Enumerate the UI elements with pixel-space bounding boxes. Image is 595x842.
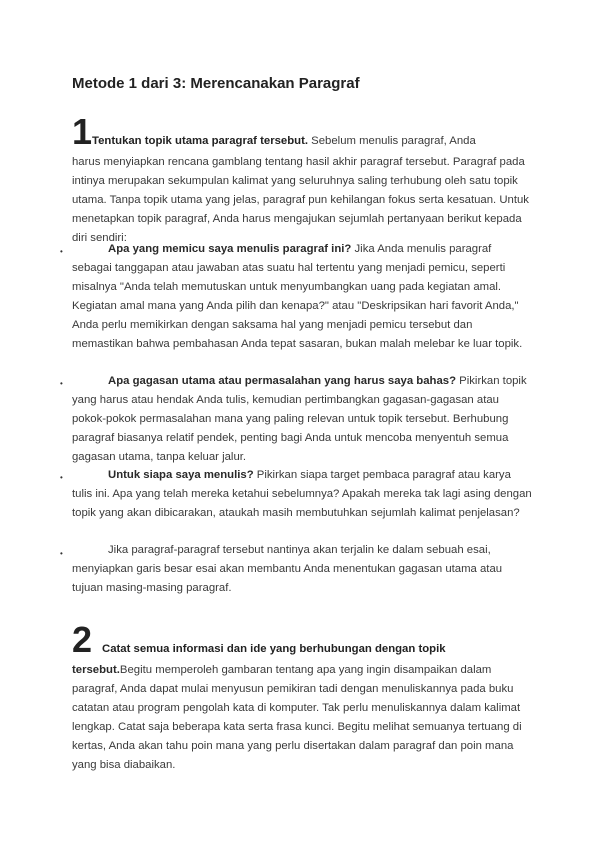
step-1-title-continuation: Sebelum menulis paragraf, Anda [308, 135, 476, 147]
bullet-text: Pikirkan siapa target pembaca paragraf atau karya tulis ini. Apa yang telah mereka ketahui sebelumnya? Apakah mereka tak lagi asing dengan topik yang akan dibicarakan, ataukah masih membutuhkan sejumlah kalimat penjelasan? [72, 469, 532, 519]
step-2-body [72, 661, 534, 775]
bullet-item-audience [72, 466, 534, 523]
bullet-item-essay-outline [72, 541, 534, 598]
bullet-question: Apa gagasan utama atau permasalahan yang harus saya bahas? [108, 375, 457, 387]
bullet-marker: • [60, 379, 63, 388]
step-1-header [72, 111, 476, 152]
step-1-title: Tentukan topik utama paragraf tersebut. [92, 135, 309, 147]
step-2-title: Catat semua informasi dan ide yang berhubungan dengan topik [102, 643, 446, 655]
step-1-body: harus menyiapkan rencana gamblang tentang hasil akhir paragraf tersebut. Paragraf pada intinya merupakan sekumpulan kalimat yang seluruhnya saling terhubung oleh satu topik utama. Tanpa topik utama yang jelas, paragraf pun kehilangan fokus serta kesatuan. Untuk menetapkan topik paragraf, Anda harus mengajukan sejumlah pertanyaan berikut kepada diri sendiri: [72, 156, 529, 244]
step-2-title-continuation: tersebut. [72, 664, 120, 676]
bullet-question: Untuk siapa saya menulis? [108, 469, 254, 481]
bullet-item-trigger [72, 240, 534, 354]
section-heading: Metode 1 dari 3: Merencanakan Paragraf [72, 75, 360, 92]
step-2-header [72, 619, 446, 660]
step-2-text: Begitu memperoleh gambaran tentang apa yang ingin disampaikan dalam paragraf, Anda dapat mulai menyusun pemikiran tadi dengan menuliskannya pada buku catatan atau program pengolah kata di komputer. Tak perlu menuliskannya dalam kalimat lengkap. Catat saja beberapa kata serta frasa kunci. Begitu melihat semuanya tertuang di kertas, Anda akan tahu poin mana yang perlu disertakan dalam paragraf dan poin mana yang bisa diabaikan. [72, 664, 522, 771]
bullet-item-main-idea [72, 372, 534, 467]
bullet-marker: • [60, 549, 63, 558]
bullet-text: Pikirkan topik yang harus atau hendak Anda tulis, kemudian pertimbangkan gagasan-gagasan atau pokok-pokok permasalahan mana yang paling relevan untuk topik tersebut. Berhubung paragraf biasanya relatif pendek, penting bagi Anda untuk mencoba menyentuh semua gagasan utama, tanpa keluar jalur. [72, 375, 527, 463]
bullet-marker: • [60, 473, 63, 482]
step-2-number: 2 [72, 619, 93, 660]
step-1-number: 1 [72, 111, 93, 152]
bullet-marker: • [60, 247, 63, 256]
bullet-text: Jika paragraf-paragraf tersebut nantinya akan terjalin ke dalam sebuah esai, menyiapkan garis besar esai akan membantu Anda menentukan gagasan utama atau tujuan masing-masing paragraf. [72, 544, 503, 594]
bullet-text: Jika Anda menulis paragraf sebagai tanggapan atau jawaban atas suatu hal tertentu yang menjadi pemicu, seperti misalnya "Anda telah memutuskan untuk menyumbangkan uang pada kegiatan amal. Kegiatan amal mana yang Anda pilih dan kenapa?" atau "Deskripsikan hari favorit Anda," Anda perlu memikirkan dengan saksama hal yang menjadi pemicu tersebut dan memastikan bahwa pembahasan Anda tepat sasaran, bukan malah melebar ke luar topik. [72, 243, 523, 350]
bullet-question: Apa yang memicu saya menulis paragraf ini? [108, 243, 352, 255]
